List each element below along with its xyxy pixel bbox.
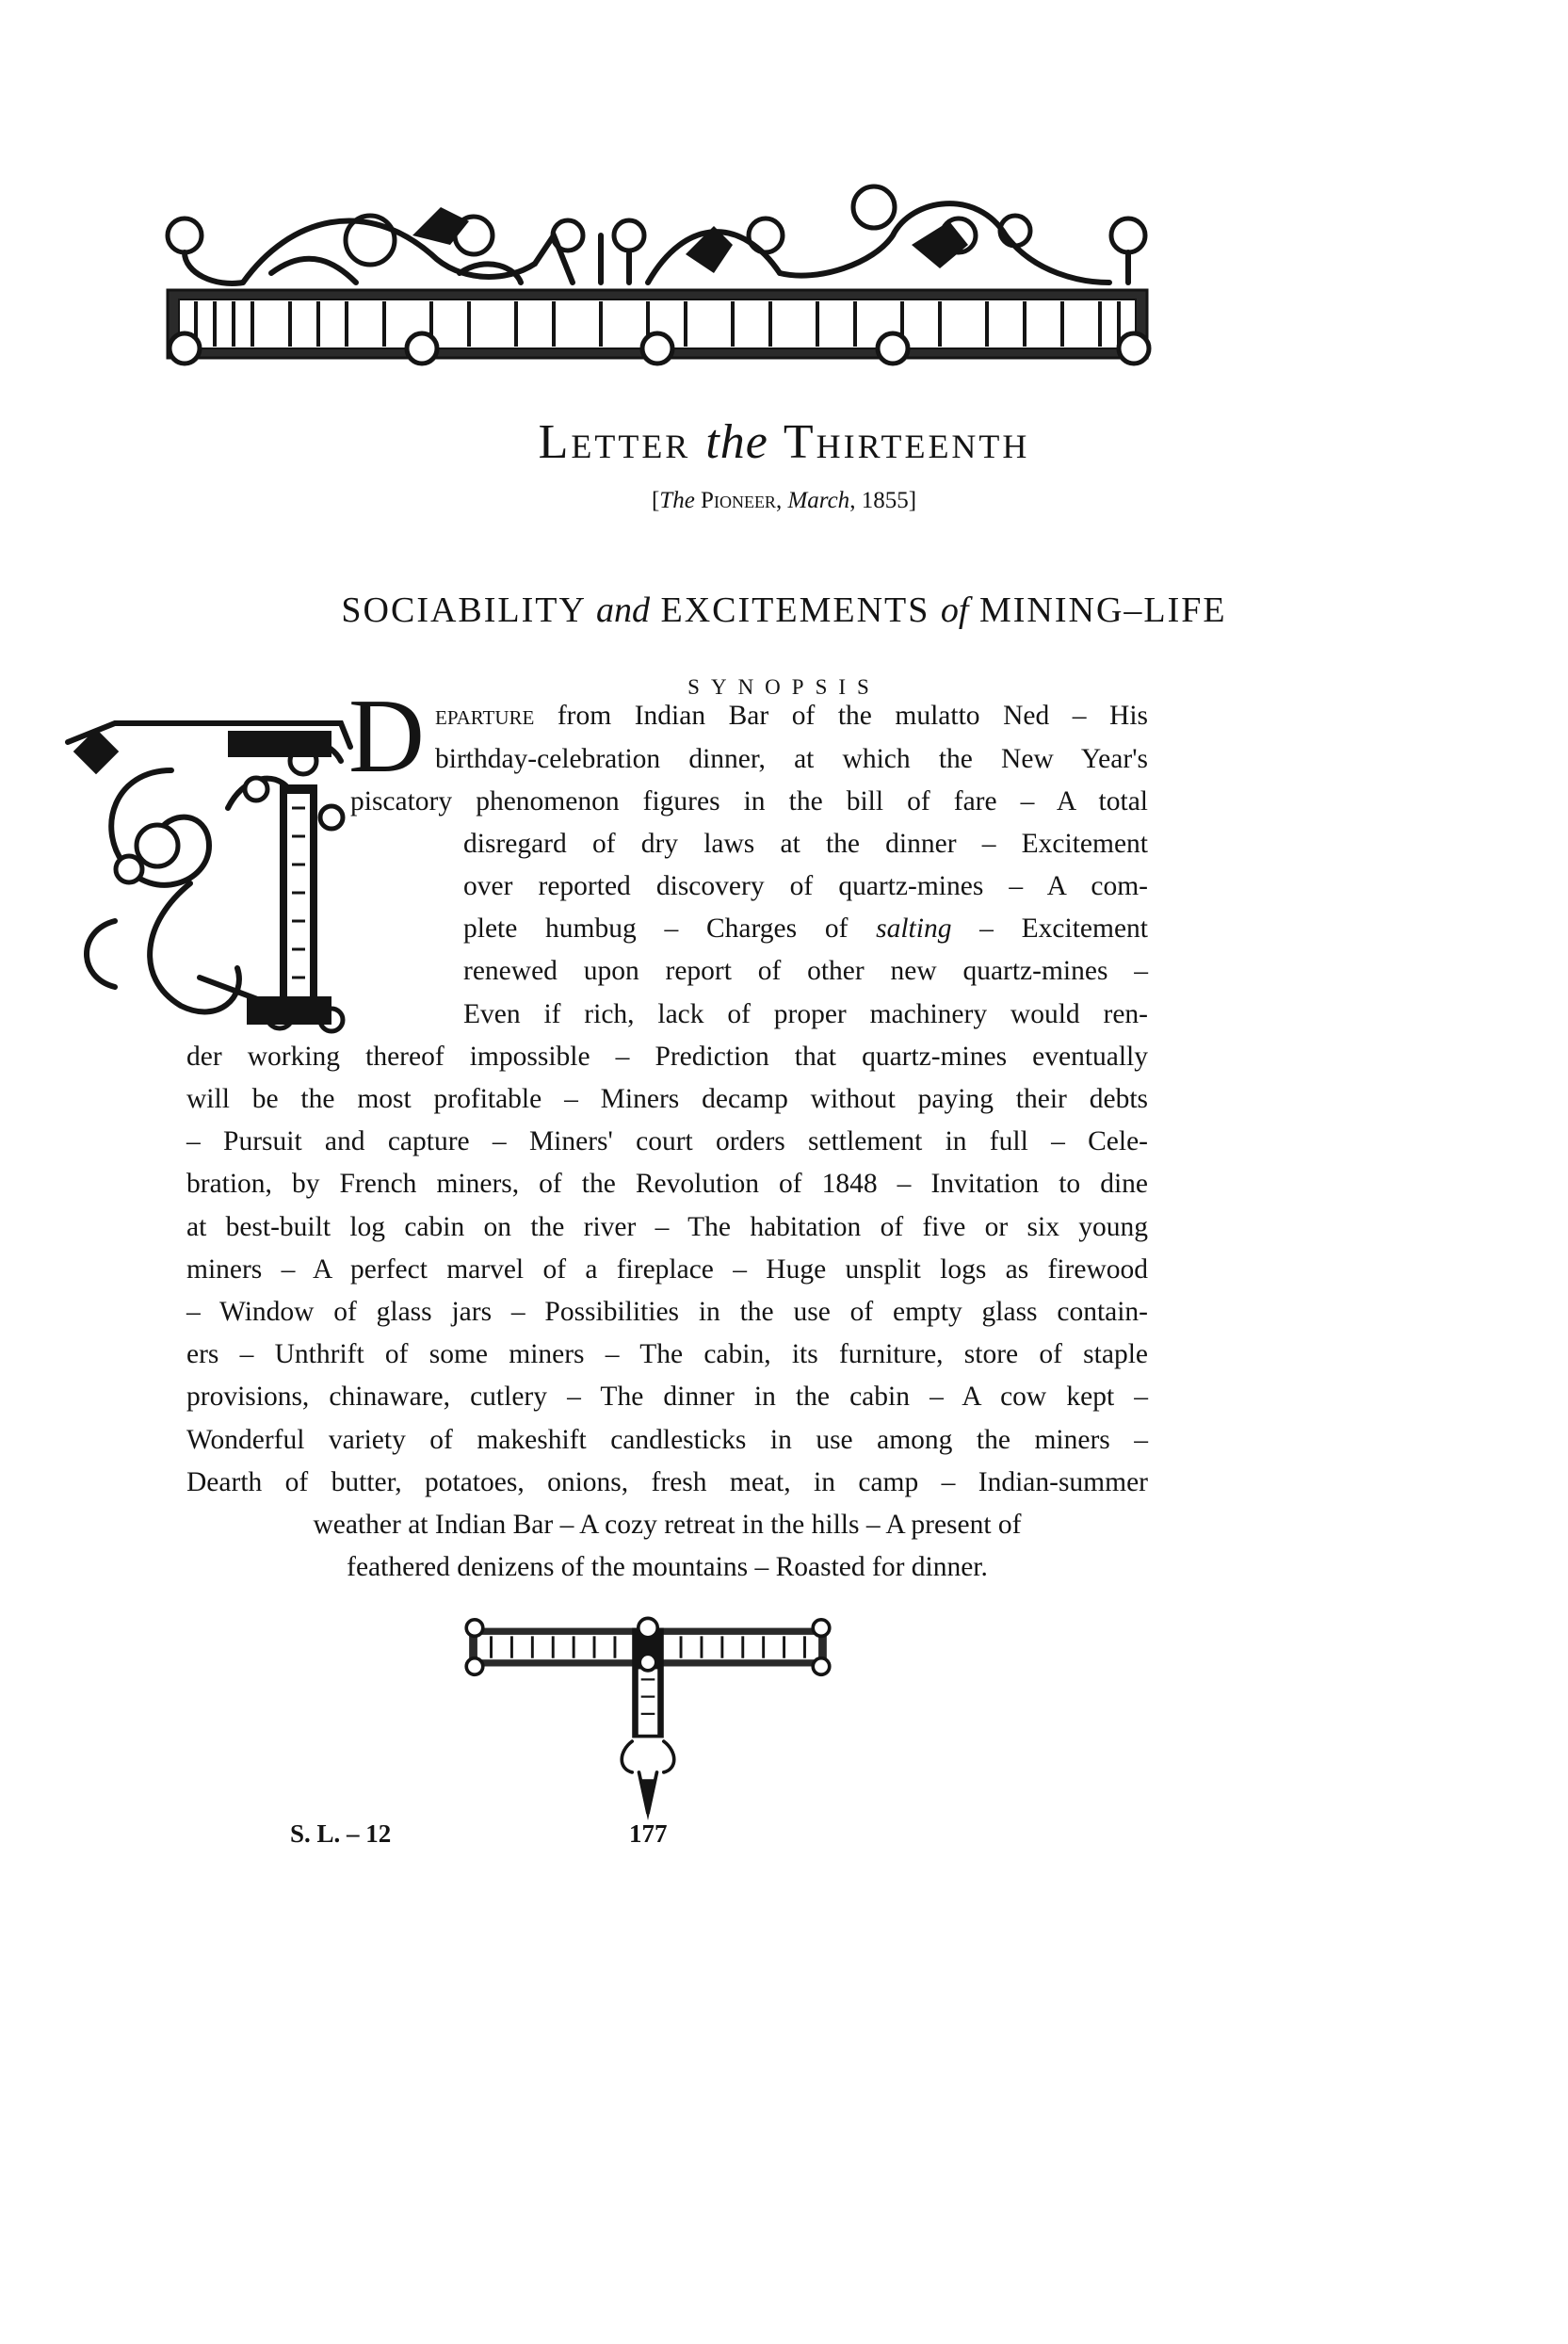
synopsis-line-19: Dearth of butter, potatoes, onions, fresh meat, in camp – Indian-summer [186, 1467, 1148, 1497]
synopsis-line-15: – Window of glass jars – Possibilities in the use of empty glass contain- [186, 1297, 1148, 1327]
drop-cap: D [348, 678, 425, 795]
chapter-title-connector-2: of [940, 590, 969, 630]
chapter-title-connector-1: and [596, 590, 651, 630]
synopsis-line-10: will be the most profitable – Miners decamp without paying their debts [186, 1084, 1148, 1114]
signature-mark: S. L. – 12 [290, 1819, 392, 1848]
chapter-title-word-2: EXCITEMENTS [660, 590, 930, 630]
letter-title [0, 414, 1568, 471]
synopsis-line-9: der working thereof impossible – Prediction that quartz-mines eventually [186, 1042, 1148, 1072]
synopsis-line-21: feathered denizens of the mountains – Roasted for dinner. [347, 1552, 988, 1582]
source-article: The [659, 488, 695, 513]
source-bracket: [ [651, 488, 660, 513]
chapter-title [0, 589, 1568, 632]
source-line: [The Pioneer, March, 1855] [651, 488, 917, 513]
synopsis-line-3: piscatory phenomenon figures in the bill of fare – A total [350, 786, 1148, 816]
synopsis-line-12: bration, by French miners, of the Revolution of 1848 – Invitation to dine [186, 1169, 1148, 1199]
synopsis-line-1-text: from Indian Bar of the mulatto Ned – His [534, 701, 1148, 731]
letter-title-connector: the [705, 415, 768, 469]
synopsis-line-6-a: plete humbug – Charges of [463, 913, 877, 944]
synopsis-heading: SYNOPSIS [687, 675, 881, 699]
synopsis-line-18: Wonderful variety of makeshift candlesticks in use among the miners – [186, 1425, 1148, 1455]
source-month: March [787, 488, 850, 513]
synopsis-line-17: provisions, chinaware, cutlery – The dinner in the cabin – A cow kept – [186, 1382, 1148, 1412]
page-number: 177 [629, 1819, 668, 1848]
synopsis-line-14: miners – A perfect marvel of a fireplace – Huge unsplit logs as firewood [186, 1254, 1148, 1285]
synopsis-line-11: – Pursuit and capture – Miners' court orders settlement in full – Cele- [186, 1126, 1148, 1156]
synopsis-line-20: weather at Indian Bar – A cozy retreat in the hills – A present of [313, 1510, 1022, 1540]
synopsis-line-7: renewed upon report of other new quartz-mines – [463, 956, 1148, 986]
synopsis-lead-word: eparture [435, 701, 535, 731]
synopsis-line-8: Even if rich, lack of proper machinery would ren- [463, 999, 1148, 1029]
synopsis-line-5: over reported discovery of quartz-mines – A com- [463, 871, 1148, 901]
synopsis-line-1 [435, 695, 1148, 737]
letter-title-word: Letter [538, 415, 691, 469]
source-publication: Pioneer [701, 488, 776, 513]
tailpiece-ornament-icon [396, 1614, 900, 1831]
top-ornament-band-icon [158, 179, 1155, 372]
source-year: 1855] [861, 488, 917, 513]
synopsis-line-6-b: – Excitement [951, 913, 1148, 944]
chapter-title-word-1: SOCIABILITY [341, 590, 586, 630]
synopsis-line-6 [463, 908, 1148, 950]
synopsis-line-2: birthday-celebration dinner, at which the New Year's [435, 744, 1148, 774]
letter-title-ordinal: Thirteenth [783, 415, 1030, 469]
synopsis-italic-term: salting [876, 913, 952, 944]
synopsis-line-4: disregard of dry laws at the dinner – Excitement [463, 829, 1148, 859]
chapter-title-word-3: MINING–LIFE [978, 590, 1227, 630]
synopsis-line-16: ers – Unthrift of some miners – The cabin, its furniture, store of staple [186, 1339, 1148, 1369]
synopsis-line-13: at best-built log cabin on the river – The habitation of five or six young [186, 1212, 1148, 1242]
